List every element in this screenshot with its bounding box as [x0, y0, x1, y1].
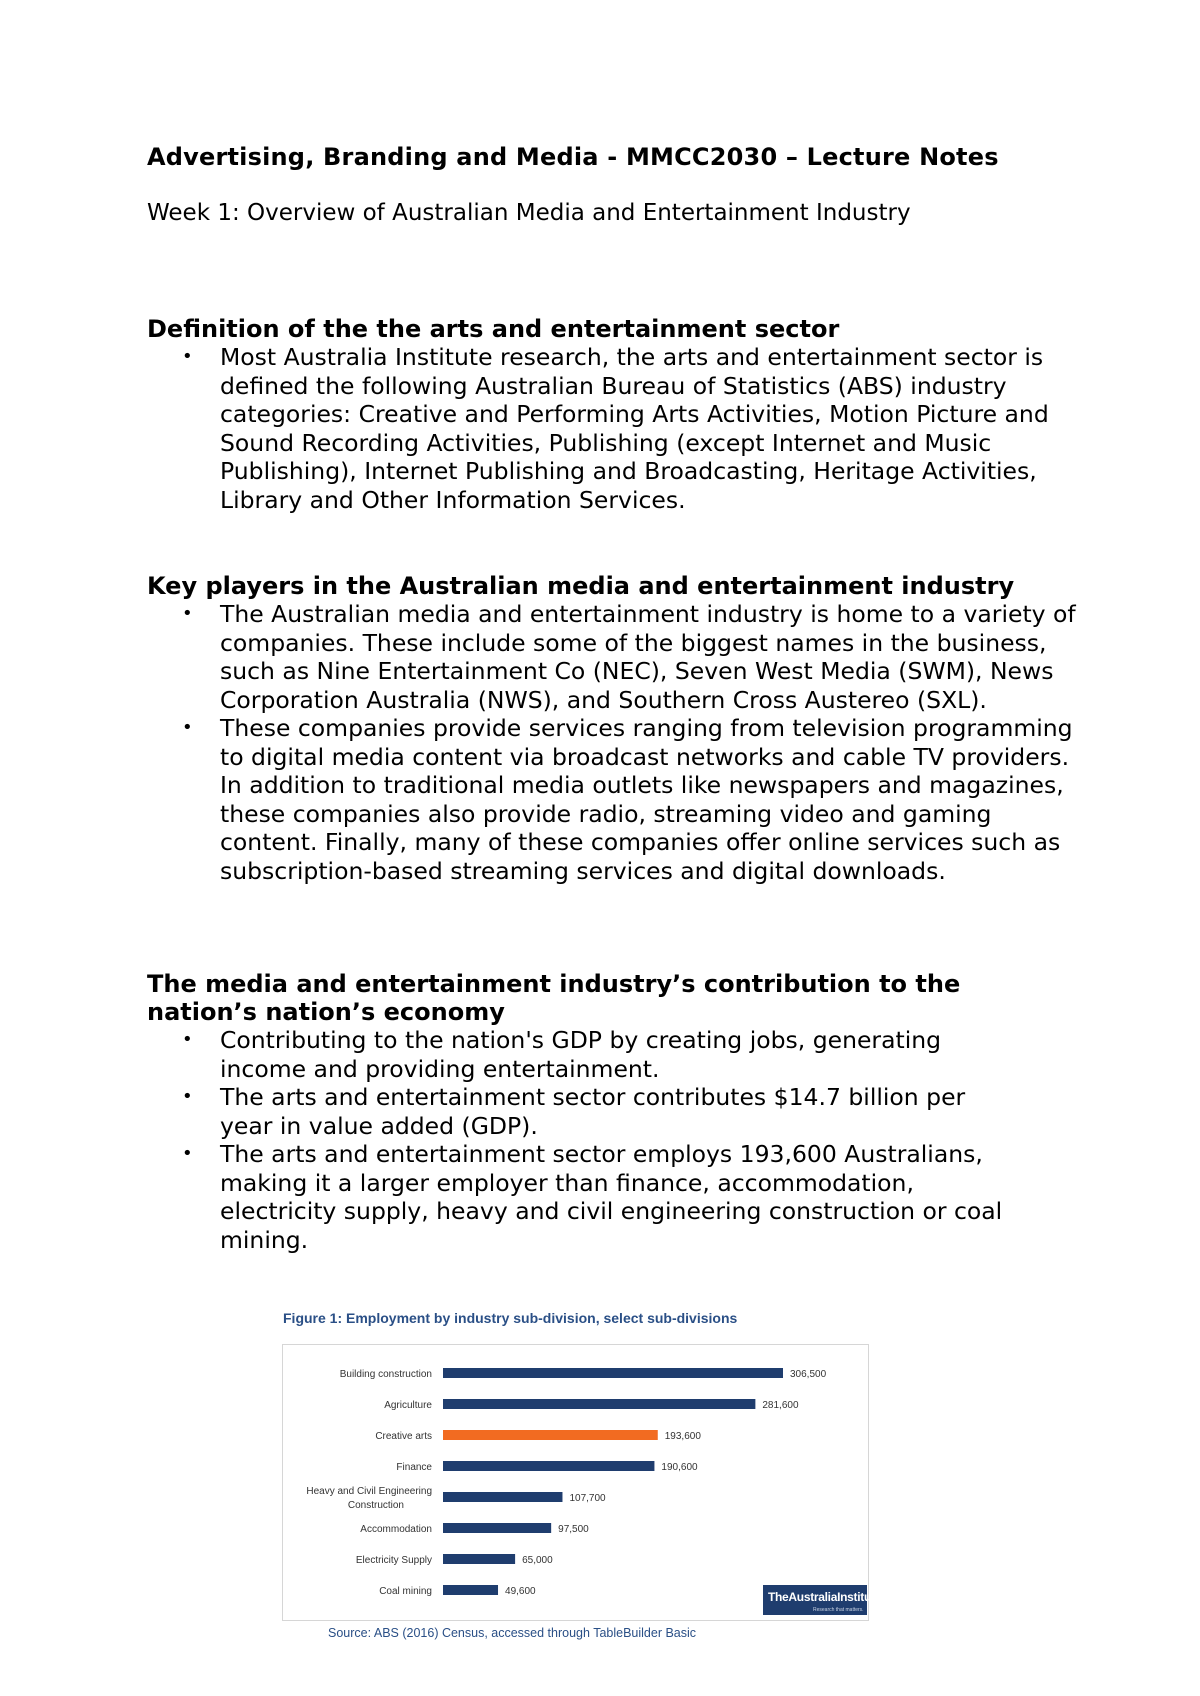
australia-institute-logo — [763, 1585, 882, 1615]
bar — [443, 1492, 562, 1502]
category-label: Coal mining — [379, 1586, 432, 1597]
category-label: Agriculture — [384, 1400, 432, 1411]
bar — [443, 1399, 755, 1409]
bar — [443, 1461, 654, 1471]
bar — [443, 1585, 498, 1595]
data-label: 65,000 — [522, 1555, 553, 1566]
category-label: Creative arts — [375, 1431, 432, 1442]
chart-frame — [282, 1344, 882, 1621]
logo-tagline: Research that matters. — [813, 1607, 864, 1613]
bullet-icon: • — [182, 717, 193, 738]
list-item: • The Australian media and entertainment industry is home to a variety of companies. These include some of the biggest names in the business, such as Nine Entertainment Co (NEC), Seven West Media (SWM), News Corporation Australia (NWS), and Southern Cross Austereo (SXL). — [182, 600, 1076, 714]
bullet-icon: • — [182, 1143, 193, 1164]
data-label: 107,700 — [569, 1493, 606, 1504]
bullet-icon: • — [182, 346, 193, 367]
figure-employment-chart — [280, 1310, 880, 1640]
chart-source-note: Source: ABS (2016) Census, accessed through TableBuilder Basic — [328, 1626, 697, 1640]
section-key-players — [147, 572, 1077, 885]
section-economy-contribution — [147, 970, 1007, 1254]
section-heading: Definition of the the arts and entertainment sector — [147, 315, 840, 343]
category-label: Electricity Supply — [355, 1555, 432, 1566]
logo-text: TheAustraliaInstitute — [768, 1590, 882, 1604]
data-label: 193,600 — [664, 1431, 701, 1442]
bar — [443, 1554, 515, 1564]
document-title: Advertising, Branding and Media - MMCC2030 – Lecture Notes — [147, 143, 999, 171]
list-item: • Most Australia Institute research, the arts and entertainment sector is defined the following Australian Bureau of Statistics (ABS) industry categories: Creative and Performing Arts Activities, Motion Picture and Sound Recording Activities, Publishing (except Internet and Music Publishing), Internet Publishing and Broadcasting, Heritage Activities, Library and Other Information Services. — [182, 343, 1049, 514]
document-subtitle: Week 1: Overview of Australian Media and Entertainment Industry — [147, 200, 911, 226]
list-item: • These companies provide services ranging from television programming to digital media content via broadcast networks and cable TV providers. In addition to traditional media outlets like newspapers and magazines, these companies also provide radio, streaming video and gaming content. Finally, many of these companies offer online services such as subscription-based streaming services and digital downloads. — [182, 714, 1073, 885]
bullet-icon: • — [182, 1029, 193, 1050]
data-label: 97,500 — [558, 1524, 589, 1535]
bullet-icon: • — [182, 603, 193, 624]
list-item: • The arts and entertainment sector contributes $14.7 billion per year in value added (GDP). — [182, 1083, 966, 1140]
category-label: Finance — [396, 1462, 432, 1473]
bullet-list — [147, 1026, 1007, 1254]
data-label: 49,600 — [505, 1586, 536, 1597]
data-label: 190,600 — [661, 1462, 698, 1473]
list-item: • The arts and entertainment sector employs 193,600 Australians, making it a larger employer than finance, accommodation, electricity supply, heavy and civil engineering construction or coal mining. — [182, 1140, 1003, 1254]
category-label: Accommodation — [360, 1524, 432, 1535]
category-label: Heavy and Civil Engineering Construction — [306, 1486, 432, 1511]
bullet-list — [147, 600, 1077, 885]
chart-title: Figure 1: Employment by industry sub-division, select sub-divisions — [283, 1310, 738, 1326]
data-label: 306,500 — [790, 1369, 827, 1380]
bullet-list — [147, 343, 1077, 514]
bullet-icon: • — [182, 1086, 193, 1107]
bar-chart — [283, 1345, 868, 1620]
list-item: • Contributing to the nation's GDP by creating jobs, generating income and providing entertainment. — [182, 1026, 942, 1083]
data-label: 281,600 — [762, 1400, 799, 1411]
bar — [443, 1430, 658, 1440]
section-heading: Key players in the Australian media and entertainment industry — [147, 572, 1015, 600]
category-label: Building construction — [339, 1369, 432, 1380]
bar — [443, 1523, 551, 1533]
section-definition — [147, 315, 1077, 514]
section-heading: The media and entertainment industry’s contribution to the nation’s nation’s economy — [147, 970, 961, 1026]
bar — [443, 1368, 783, 1378]
